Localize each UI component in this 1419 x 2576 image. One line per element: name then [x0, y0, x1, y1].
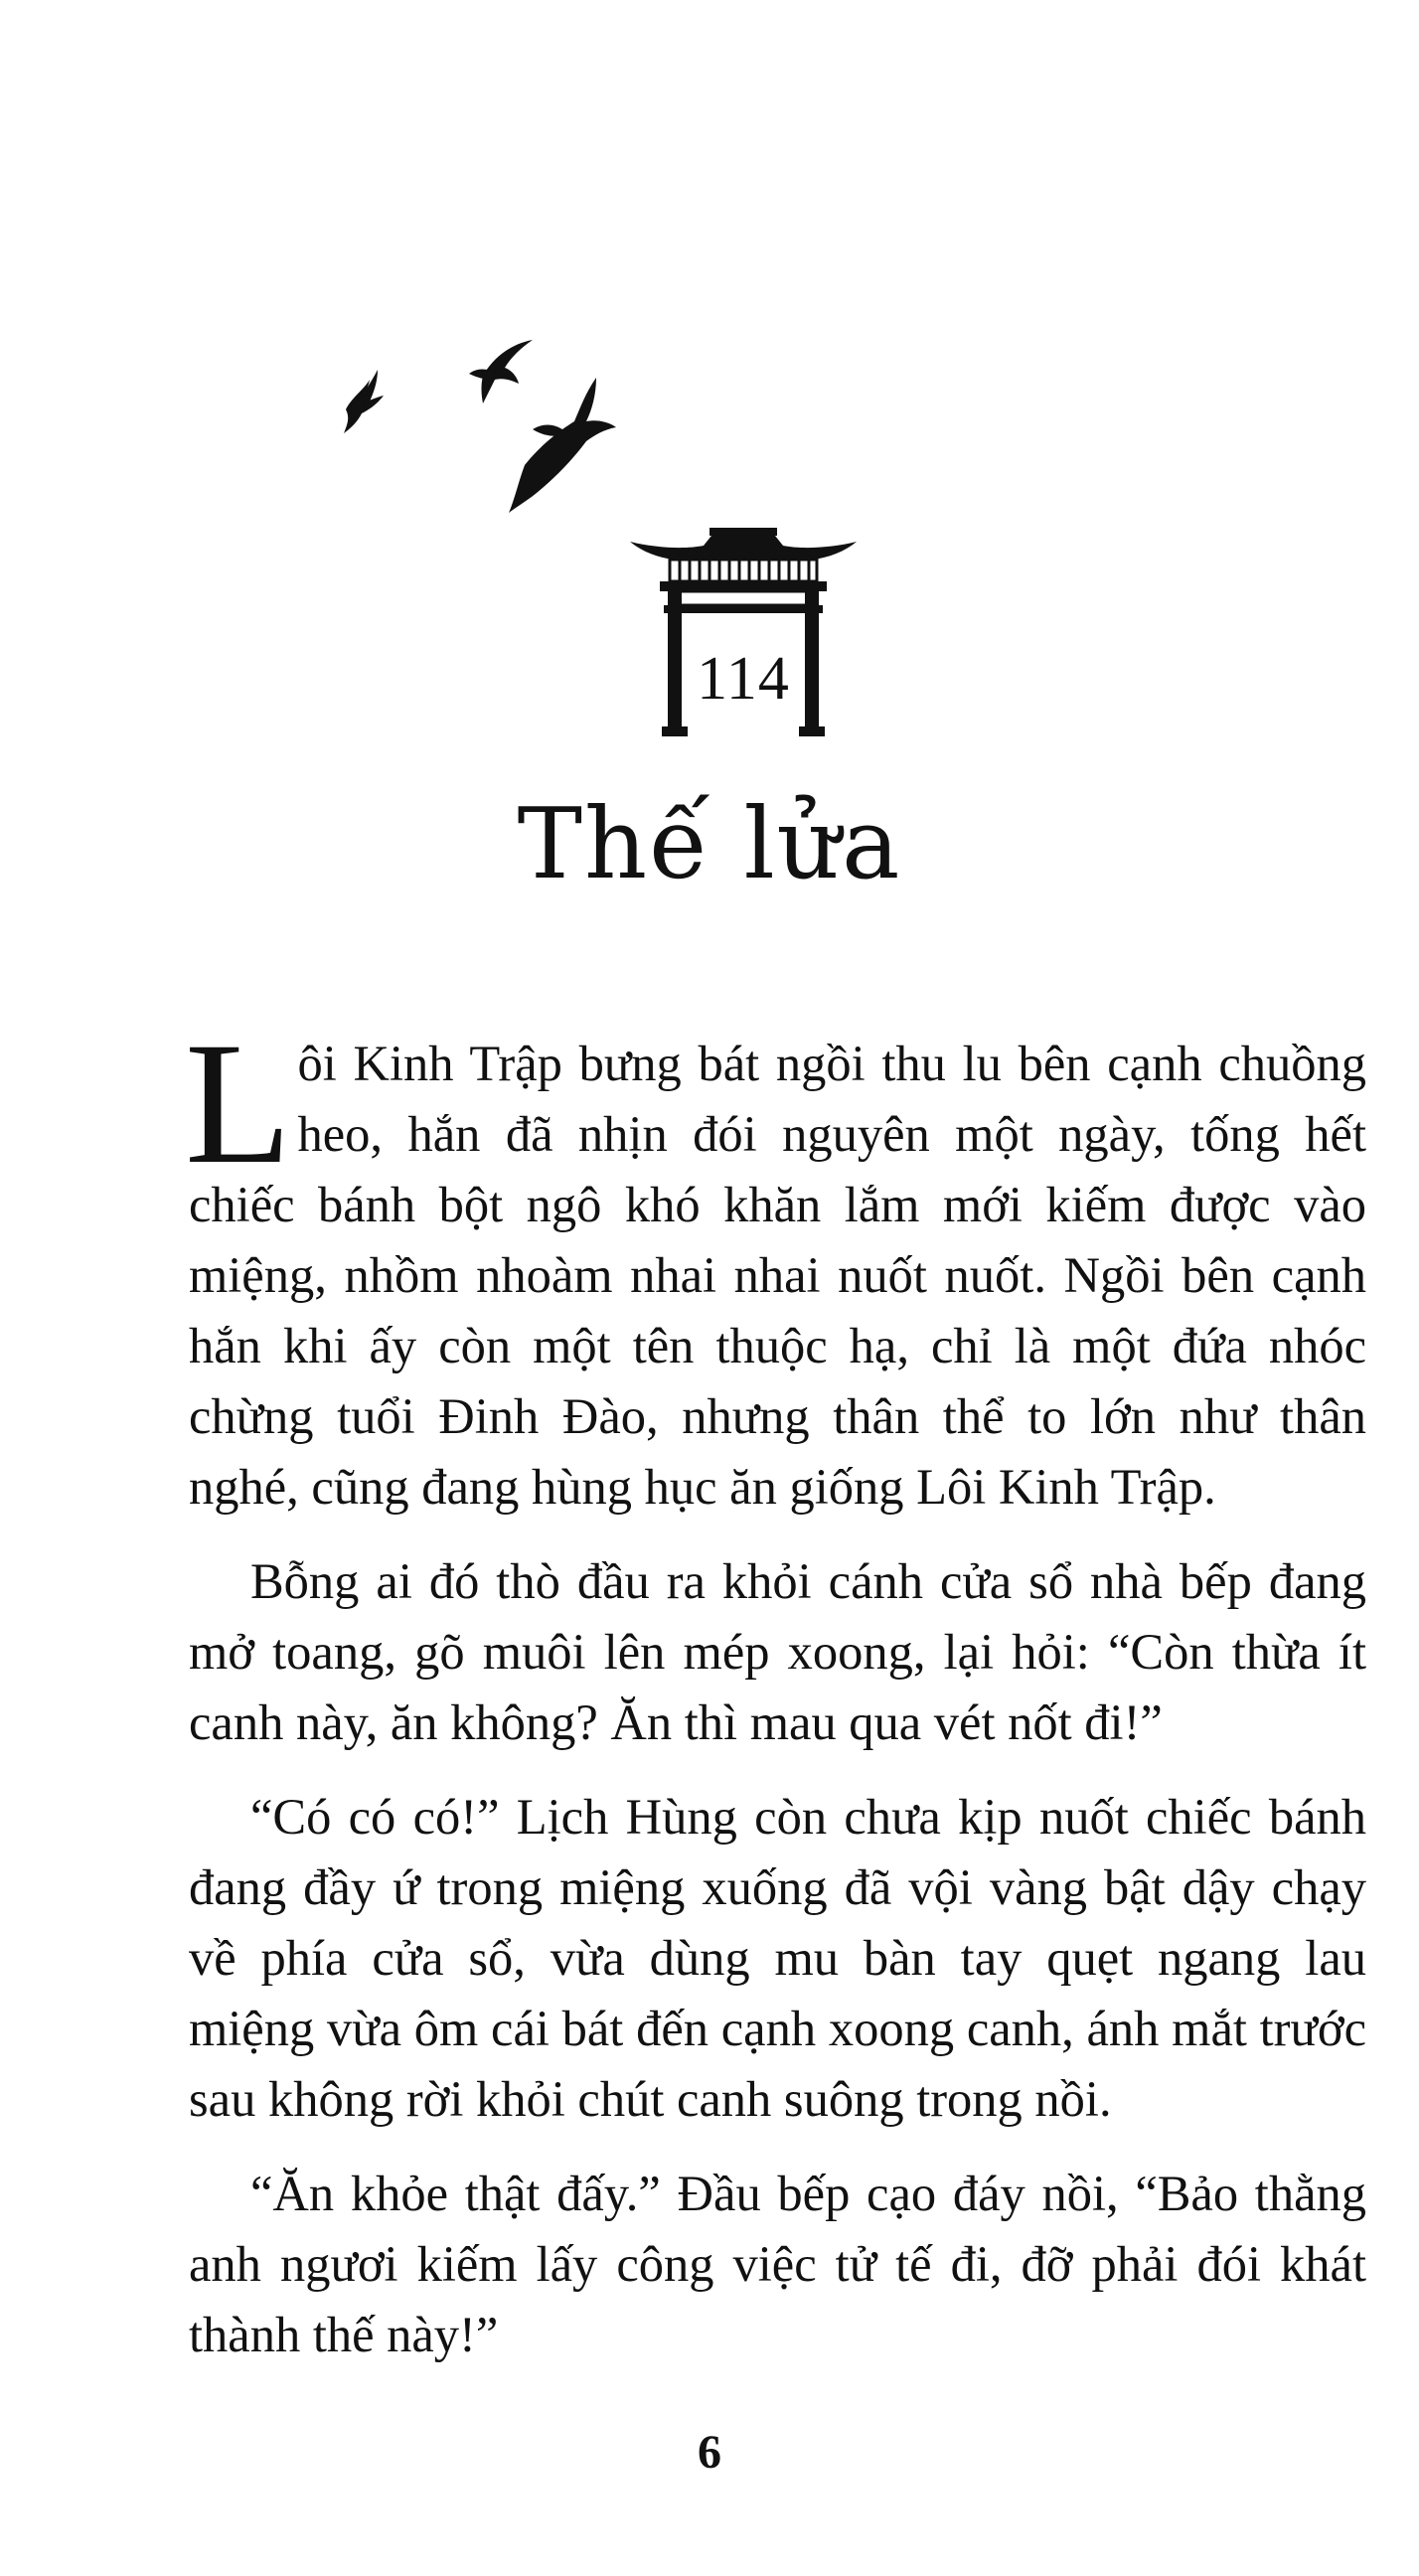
drop-cap: L	[185, 1007, 292, 1201]
paragraph: “Ăn khỏe thật đấy.” Đầu bếp cạo đáy nồi, “Bảo thằng anh ngươi kiếm lấy công việc tử tế đi, đỡ phải đói khát thành thế này!”	[189, 2166, 1366, 2362]
chapter-number: 114	[697, 645, 790, 713]
body-text	[185, 1007, 1366, 2394]
paragraph: “Có có có!” Lịch Hùng còn chưa kịp nuốt chiếc bánh đang đầy ứ trong miệng xuống đã vội vàng bật dậy chạy về phía cửa sổ, vừa dùng mu bàn tay quẹt ngang lau miệng vừa ôm cái bát đến cạnh xoong canh, ánh mắt trước sau không rời khỏi chút canh suông trong nồi.	[189, 1789, 1366, 2127]
paragraph	[185, 1007, 1366, 1523]
bird-icon	[509, 378, 616, 513]
paragraph: Bỗng ai đó thò đầu ra khỏi cánh cửa sổ nhà bếp đang mở toang, gõ muôi lên mép xoong, lại hỏi: “Còn thừa ít canh này, ăn không? Ăn thì mau qua vét nốt đi!”	[189, 1553, 1366, 1750]
chapter-title: Thế lửa	[517, 788, 902, 901]
paragraph-text: ôi Kinh Trập bưng bát ngồi thu lu bên cạnh chuồng heo, hắn đã nhịn đói nguyên một ngày, tống hết chiếc bánh bột ngô khó khăn lắm mới kiếm được vào miệng, nhồm nhoàm nhai nhai nuốt nuốt. Ngồi bên cạnh hắn khi ấy còn một tên thuộc hạ, chỉ là một đứa nhóc chừng tuổi Đinh Đào, nhưng thân thể to lớn như thân nghé, cũng đang hùng hục ăn giống Lôi Kinh Trập.	[189, 1036, 1366, 1515]
flying-birds-illustration	[298, 318, 656, 537]
bird-icon	[533, 425, 562, 436]
bird-icon	[344, 380, 384, 433]
page-number: 6	[698, 2426, 721, 2479]
